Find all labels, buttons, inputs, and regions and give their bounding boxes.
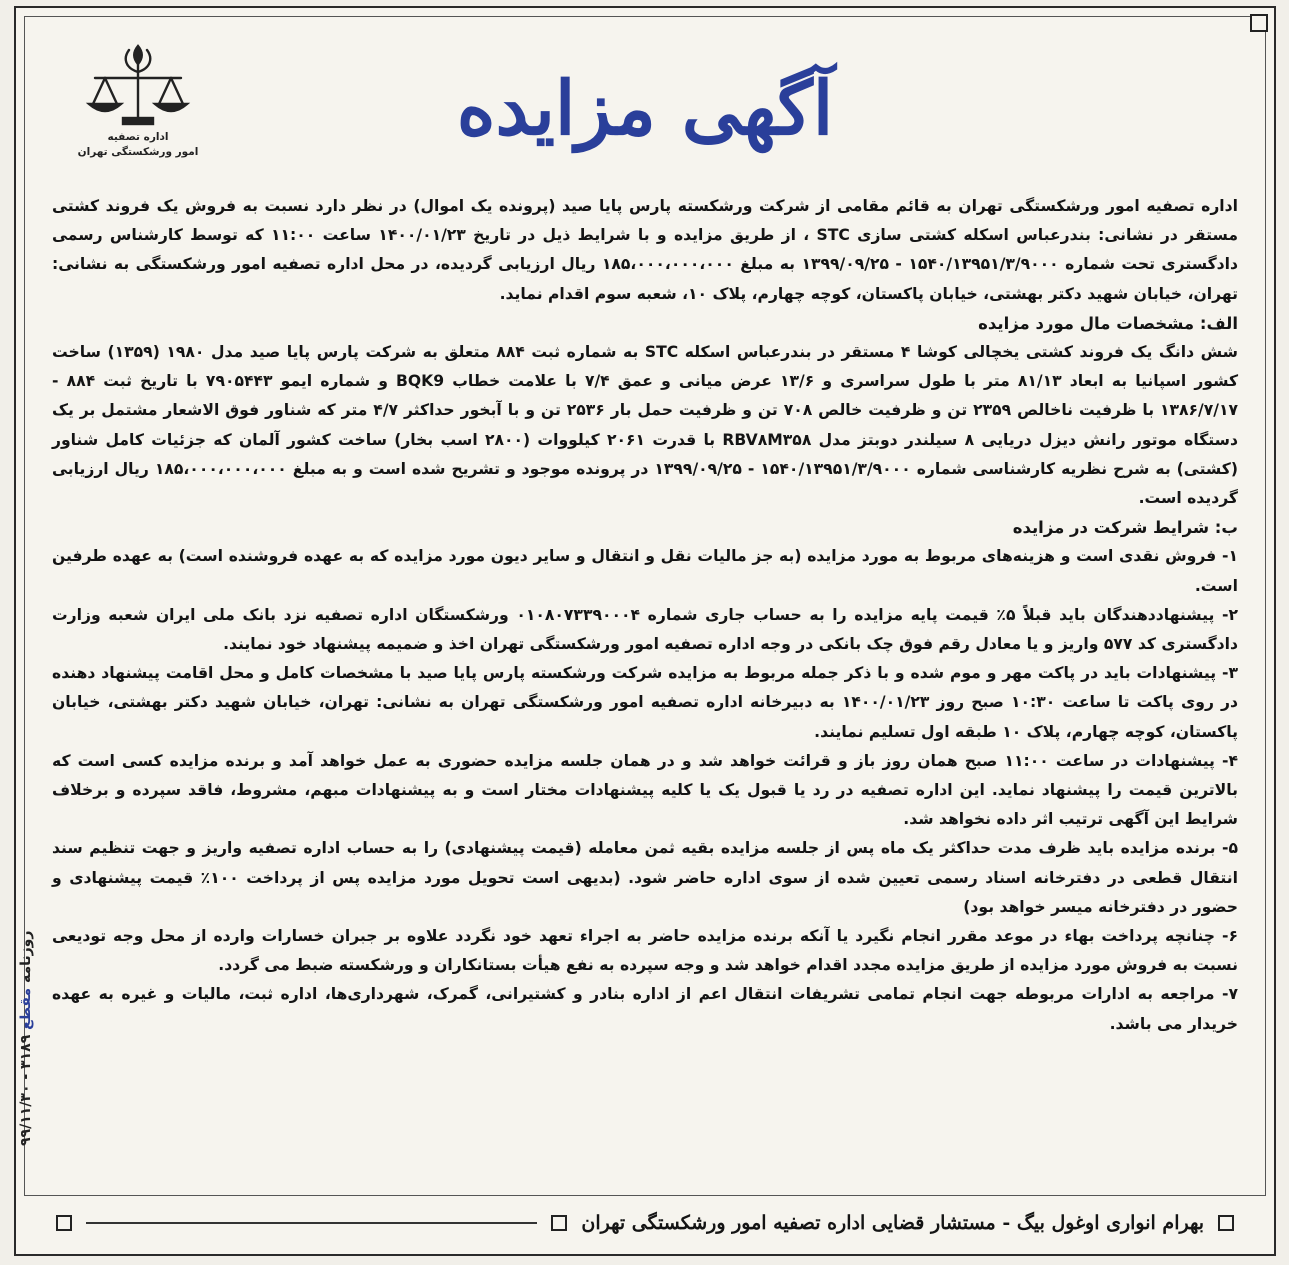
section-a-heading: الف: مشخصات مال مورد مزایده bbox=[978, 313, 1238, 333]
corner-ornament bbox=[1250, 14, 1268, 32]
footer-signature bbox=[56, 1206, 1234, 1240]
condition-item: ۵- برنده مزایده باید ظرف مدت حداکثر یک ماه پس از جلسه مزایده بقیه ثمن معامله (قیمت پیشنهادی) را به حساب اداره تصفیه واریز و جهت تنظیم سند انتقال قطعی در دفترخانه اسناد رسمی تعیین شده از سوی اداره حاضر شود. (بدیهی است تحویل مورد مزایده پس از پرداخت ۱۰۰٪ قیمت پیشنهادی و حضور در دفترخانه میسر خواهد بود) bbox=[52, 839, 1238, 916]
newspaper-side-note bbox=[18, 888, 46, 1188]
section-a-text: شش دانگ یک فروند کشتی یخچالی کوشا ۴ مستقر در بندرعباس اسکله STC به شماره ثبت ۸۸۴ متعلق به شرکت پارس پایا صید مدل ۱۹۸۰ (۱۳۵۹) ساخت کشور اسپانیا به ابعاد ۸۱/۱۳ متر با طول سراسری و ۱۳/۶ عرض میانی و عمق ۷/۴ با علامت خطاب BQK9 و شماره ایمو ۷۹۰۵۴۴۳ با تاریخ ثبت ۸۸۴ - ۱۳۸۶/۷/۱۷ با ظرفیت ناخالص ۲۳۵۹ تن و ظرفیت خالص ۷۰۸ تن و ظرفیت حمل بار ۲۵۳۶ تن و با آبخور حداکثر ۴/۷ متر که شناور فوق الاشعار مشتمل بر یک دستگاه موتور رانش دیزل دریایی ۸ سیلندر دوبتز مدل RBV۸M۳۵۸ با قدرت ۲۰۶۱ کیلووات (۲۸۰۰ اسب بخار) ساخت کشور آلمان که جزئیات کامل شناور (کشتی) به شرح نظریه کارشناسی شماره ۱۵۴۰/۱۳۹۵۱/۳/۹۰۰۰ - ۱۳۹۹/۰۹/۲۵ در پرونده موجود و تشریح شده است و به مبلغ ۱۸۵،۰۰۰،۰۰۰،۰۰۰ ریال ارزیابی گردیده است. bbox=[52, 343, 1239, 508]
intro-paragraph: اداره تصفیه امور ورشکستگی تهران به قائم مقامی از شرکت ورشکسته پارس پایا صید (پرونده یک اموال) در نظر دارد نسبت به فروش یک فروند کشتی مستقر در نشانی: بندرعباس اسکله کشتی سازی STC ، از طریق مزایده و با شرایط ذیل در تاریخ ۱۴۰۰/۰۱/۲۳ ساعت ۱۱:۰۰ که توسط کارشناس رسمی دادگستری تحت شماره ۱۵۴۰/۱۳۹۵۱/۳/۹۰۰۰ - ۱۳۹۹/۰۹/۲۵ به مبلغ ۱۸۵،۰۰۰،۰۰۰،۰۰۰ ریال ارزیابی گردیده، در محل اداره تصفیه امور ورشکستگی به نشانی: تهران، خیابان شهید دکتر بهشتی، خیابان پاکستان، کوچه چهارم، پلاک ۱۰، شعبه سوم اقدام نماید. bbox=[52, 197, 1239, 303]
section-b-heading: ب: شرایط شرکت در مزایده bbox=[1012, 518, 1238, 538]
page-title: آگهی مزایده bbox=[456, 66, 834, 152]
notice-body bbox=[52, 192, 1238, 1039]
side-note-issue: ۳۱۸۹ - ۹۹/۱۱/۳۰ bbox=[18, 1034, 34, 1146]
condition-item: ۷- مراجعه به ادارات مربوطه جهت انجام تمامی تشریفات انتقال اعم از اداره بنادر و کشتیرانی، گمرک، شهرداری‌ها، اداره ثبت، مالیات و غیره به عهده خریدار می باشد. bbox=[52, 985, 1238, 1033]
notice-frame bbox=[14, 6, 1276, 1256]
emblem-line-2: امور ورشکستگی تهران bbox=[77, 146, 199, 158]
condition-item: ۱- فروش نقدی است و هزینه‌های مربوط به مورد مزایده (به جز مالیات نقل و انتقال و سایر دیون مورد مزایده که به عهده فروشنده است) به عهده طرفین است. bbox=[52, 547, 1238, 595]
square-ornament-icon bbox=[56, 1215, 72, 1231]
condition-item: ۲- پیشنهاددهندگان باید قبلاً ۵٪ قیمت پایه مزایده را به حساب جاری شماره ۰۱۰۸۰۷۳۳۹۰۰۰۴ ورشکستگان اداره تصفیه نزد بانک ملی ایران شعبه وزارت دادگستری کد ۵۷۷ واریز و یا معادل رقم فوق چک بانکی در وجه اداره تصفیه امور ورشکستگی تهران اخذ و ضمیمه پیشنهاد خود نمایند. bbox=[52, 605, 1238, 654]
side-note-prefix: روزنامه bbox=[18, 930, 34, 983]
square-ornament-icon bbox=[1218, 1215, 1234, 1231]
condition-item: ۶- چنانچه پرداخت بهاء در موعد مقرر انجام نگیرد یا آنکه برنده مزایده حاضر به اجراء تعهد خود نگردد علاوه بر جبران خسارات وارده از محل وجه تودیعی نسبت به فروش مورد مزایده از طریق مزایده مجدد اقدام خواهد شد و وجه سپرده به نفع هیأت بستانکاران و ورشکسته ضبط می گردد. bbox=[52, 927, 1238, 975]
square-ornament-icon bbox=[551, 1215, 567, 1231]
condition-item: ۴- پیشنهادات در ساعت ۱۱:۰۰ صبح همان روز باز و قرائت خواهد شد و در همان جلسه مزایده حضوری به عمل خواهد آمد و برنده مزایده کسی است که بالاترین قیمت را پیشنهاد نماید. این اداره تصفیه در رد یا قبول یک یا کلیه پیشنهادات مختار است و به پیشنهادات مبهم، مشروط، فاقد سپرده و برخلاف شرایط این آگهی ترتیب اثر داده نخواهد شد. bbox=[52, 751, 1238, 829]
side-note-brand: مقطع bbox=[18, 987, 34, 1030]
condition-item: ۳- پیشنهادات باید در پاکت مهر و موم شده و با ذکر جمله مربوط به مزایده شرکت ورشکسته پارس پایا صید با مشخصات کامل و محل اقامت پیشنهاد دهنده در روی پاکت تا ساعت ۱۰:۳۰ صبح روز ۱۴۰۰/۰۱/۲۳ به دبیرخانه اداره تصفیه امور ورشکستگی تهران به نشانی: تهران، خیابان شهید دکتر بهشتی، خیابان پاکستان، کوچه چهارم، پلاک ۱۰ طبقه اول تسلیم نمایند. bbox=[52, 664, 1238, 741]
footer-rule bbox=[86, 1222, 537, 1224]
footer-text: بهرام انواری اوغول بیگ - مستشار قضایی اداره تصفیه امور ورشکستگی تهران bbox=[581, 1212, 1204, 1234]
emblem-line-1: اداره تصفیه bbox=[107, 131, 169, 143]
